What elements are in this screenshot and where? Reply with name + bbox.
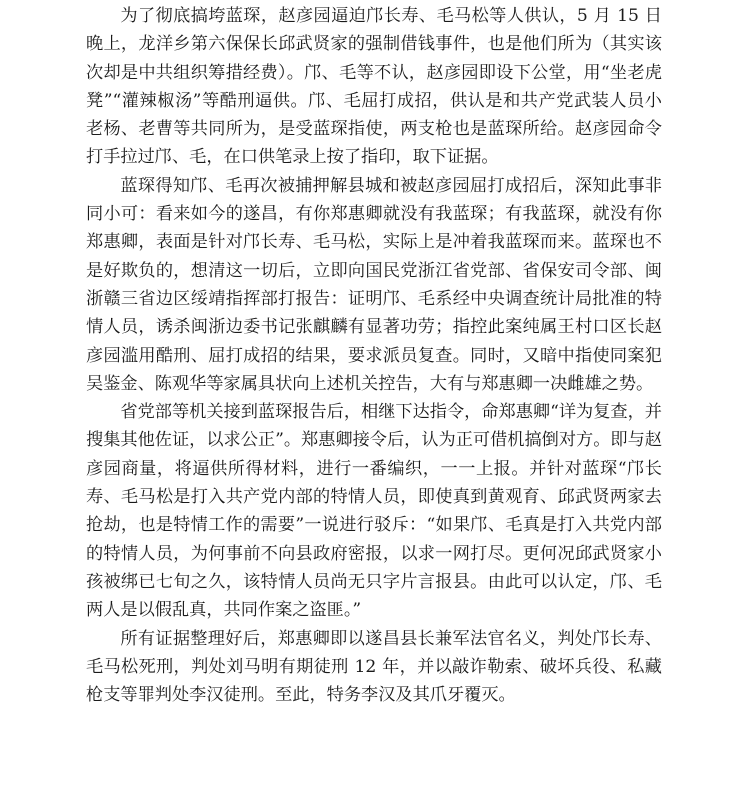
paragraph-2: 蓝琛得知邝、毛再次被捕押解县城和被赵彦园屈打成招后，深知此事非同小可：看来如今的遂昌，有你郑惠卿就没有我蓝琛；有我蓝琛，就没有你郑惠卿，表面是针对邝长寿、毛马松，实际上是冲着我蓝琛而来。蓝琛也不是好欺负的，想清这一切后，立即向国民党浙江省党部、省保安司令部、闽浙赣三省边区绥靖指挥部打报告：证明邝、毛系经中央调查统计局批准的特情人员，诱杀闽浙边委书记张麒麟有显著功劳；指控此案纯属王村口区长赵彦园滥用酷刑、屈打成招的结果，要求派员复查。同时，又暗中指使同案犯吴鉴金、陈观华等家属具状向上述机关控告，大有与郑惠卿一决雌雄之势。 (86, 175, 662, 394)
paragraph-1: 为了彻底搞垮蓝琛，赵彦园逼迫邝长寿、毛马松等人供认，5 月 15 日晚上，龙洋乡第六保保长邱武贤家的强制借钱事件，也是他们所为（其实该次却是中共组织筹措经费）。邝、毛等不认，赵彦园即设下公堂，用“坐老虎凳”“灌辣椒汤”等酷刑逼供。邝、毛屈打成招，供认是和共产党武装人员小老杨、老曹等共同所为，是受蓝琛指使，两支枪也是蓝琛所给。赵彦园命令打手拉过邝、毛，在口供笔录上按了指印，取下证据。 (86, 6, 662, 168)
paragraph-3: 省党部等机关接到蓝琛报告后，相继下达指令，命郑惠卿“详为复查，并搜集其他佐证，以求公正”。郑惠卿接令后，认为正可借机搞倒对方。即与赵彦园商量，将逼供所得材料，进行一番编织，一一上报。并针对蓝琛“邝长寿、毛马松是打入共产党内部的特情人员，即使真到黄观育、邱武贤两家去抢劫，也是特情工作的需要”一说进行驳斥：“如果邝、毛真是打入共党内部的特情人员，为何事前不向县政府密报，以求一网打尽。更何况邱武贤家小孩被绑已七旬之久，该特情人员尚无只字片言报县。由此可以认定，邝、毛两人是以假乱真，共同作案之盗匪。” (86, 402, 662, 621)
document-page (86, 0, 662, 709)
paragraph-4: 所有证据整理好后，郑惠卿即以遂昌县长兼军法官名义，判处邝长寿、毛马松死刑，判处刘马明有期徒刑 12 年，并以敲诈勒索、破坏兵役、私藏枪支等罪判处李汉徒刑。至此，特务李汉及其爪牙覆灭。 (86, 628, 662, 706)
